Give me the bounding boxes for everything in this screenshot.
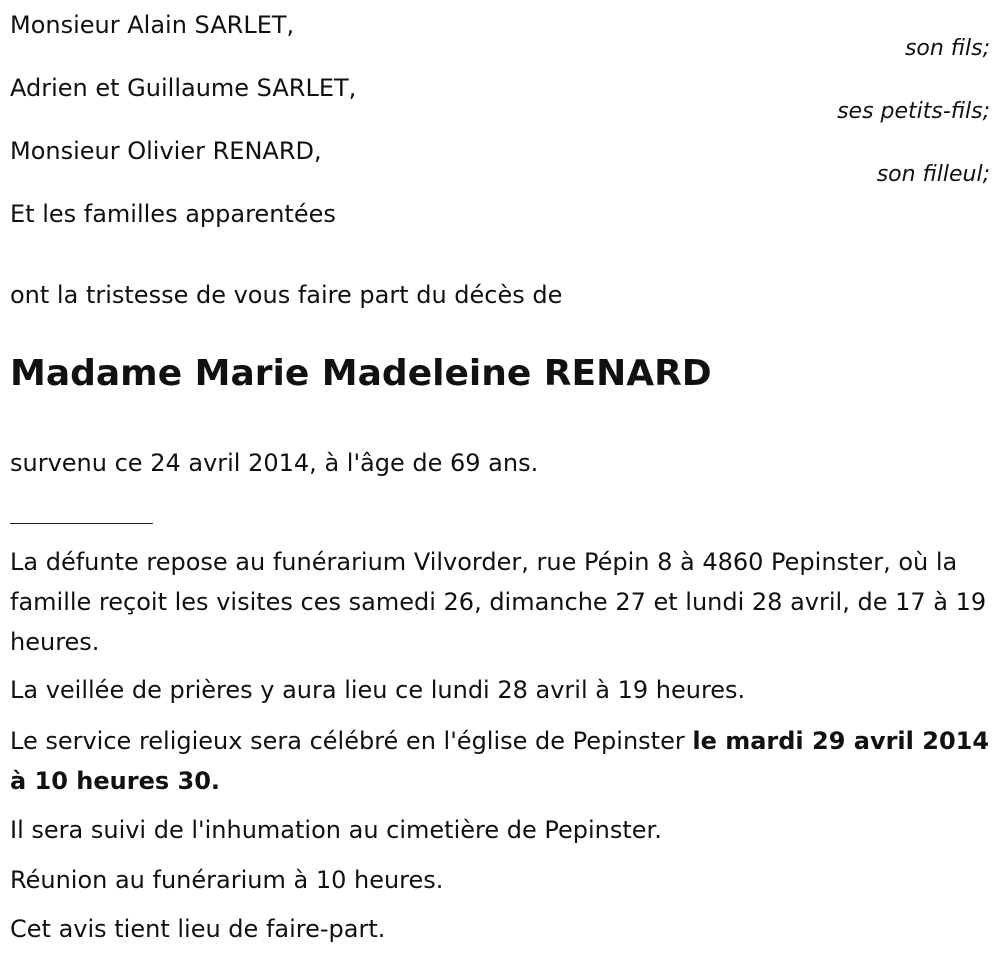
meeting-paragraph: Réunion au funérarium à 10 heures. [10,866,444,894]
service-datetime-text: le mardi 29 avril 2014 à 10 heures 30. [10,727,990,795]
service-intro-text: Le service religieux sera célébré en l'église de Pepinster [10,727,693,755]
death-info: survenu ce 24 avril 2014, à l'âge de 69 ans. [10,449,539,477]
family-name-2: Adrien et Guillaume SARLET, [10,74,357,102]
service-paragraph [10,721,990,801]
burial-paragraph: Il sera suivi de l'inhumation au cimetière de Pepinster. [10,816,662,844]
family-name-3: Monsieur Olivier RENARD, [10,137,322,165]
notice-paragraph: Cet avis tient lieu de faire-part. [10,915,386,943]
vigil-paragraph: La veillée de prières y aura lieu ce lundi 28 avril à 19 heures. [10,676,746,704]
obituary-notice [10,0,990,964]
family-relation-2: ses petits-fils; [837,99,990,124]
family-name-1: Monsieur Alain SARLET, [10,11,295,39]
family-relation-3: son filleul; [876,162,990,187]
family-name-4: Et les familles apparentées [10,200,336,228]
viewing-paragraph: La défunte repose au funérarium Vilvorder, rue Pépin 8 à 4860 Pepinster, où la famille reçoit les visites ces samedi 26, dimanche 27 et lundi 28 avril, de 17 à 19 heures. [10,548,987,656]
deceased-name: Madame Marie Madeleine RENARD [10,353,712,394]
family-relation-1: son fils; [904,36,990,61]
announcement-text: ont la tristesse de vous faire part du décès de [10,281,563,309]
separator-line [10,523,153,524]
